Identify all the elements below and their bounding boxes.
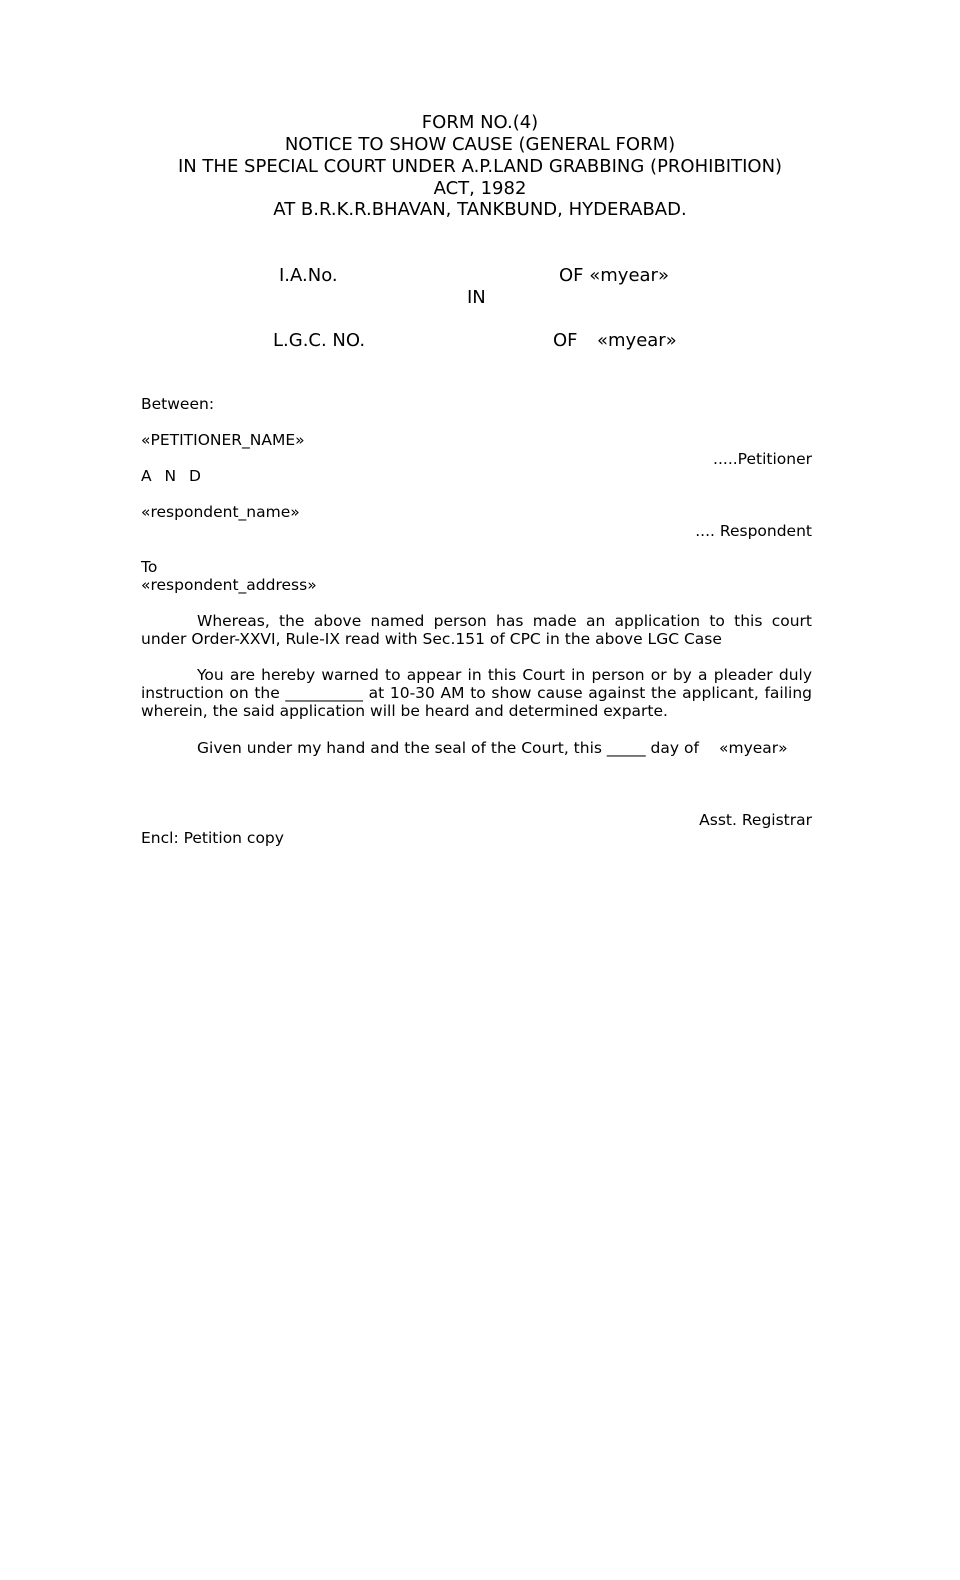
petitioner-name: «PETITIONER_NAME» xyxy=(141,431,305,449)
ia-year-field: OF «myear» xyxy=(559,265,669,286)
to-label: To xyxy=(141,558,158,576)
in-label: IN xyxy=(467,287,486,308)
respondent-role: .... Respondent xyxy=(695,522,812,540)
whereas-paragraph xyxy=(141,612,812,648)
notice-title: NOTICE TO SHOW CAUSE (GENERAL FORM) xyxy=(284,134,676,155)
given-under-hand-text: Given under my hand and the seal of the Court, this _____ day of xyxy=(197,739,699,757)
court-name: IN THE SPECIAL COURT UNDER A.P.LAND GRABBING (PROHIBITION) xyxy=(177,156,783,177)
warning-text: You are hereby warned to appear in this Court in person or by a pleader duly instruction on the __________ at 10-30 AM to show cause against the applicant, failing wherein, the said application will be heard and determined exparte. xyxy=(141,666,812,720)
given-year-field: «myear» xyxy=(719,739,788,757)
and-label: A N D xyxy=(141,467,205,485)
respondent-address: «respondent_address» xyxy=(141,576,317,594)
act-year: ACT, 1982 xyxy=(433,178,527,199)
lgc-year-field: «myear» xyxy=(597,330,677,351)
lgc-number-label: L.G.C. NO. xyxy=(273,330,366,351)
signatory-title: Asst. Registrar xyxy=(699,811,812,829)
petitioner-role: .....Petitioner xyxy=(713,450,812,468)
lgc-of-label: OF xyxy=(553,330,578,351)
between-label: Between: xyxy=(141,395,215,413)
respondent-name: «respondent_name» xyxy=(141,503,300,521)
ia-number-label: I.A.No. xyxy=(279,265,338,286)
whereas-text: Whereas, the above named person has made an application to this court under Order-XXVI, Rule-IX read with Sec.151 of CPC in the above LGC Case xyxy=(141,612,812,648)
warning-paragraph xyxy=(141,666,812,720)
form-number-heading: FORM NO.(4) xyxy=(421,112,539,133)
enclosure-note: Encl: Petition copy xyxy=(141,829,284,847)
court-address: AT B.R.K.R.BHAVAN, TANKBUND, HYDERABAD. xyxy=(273,199,687,220)
